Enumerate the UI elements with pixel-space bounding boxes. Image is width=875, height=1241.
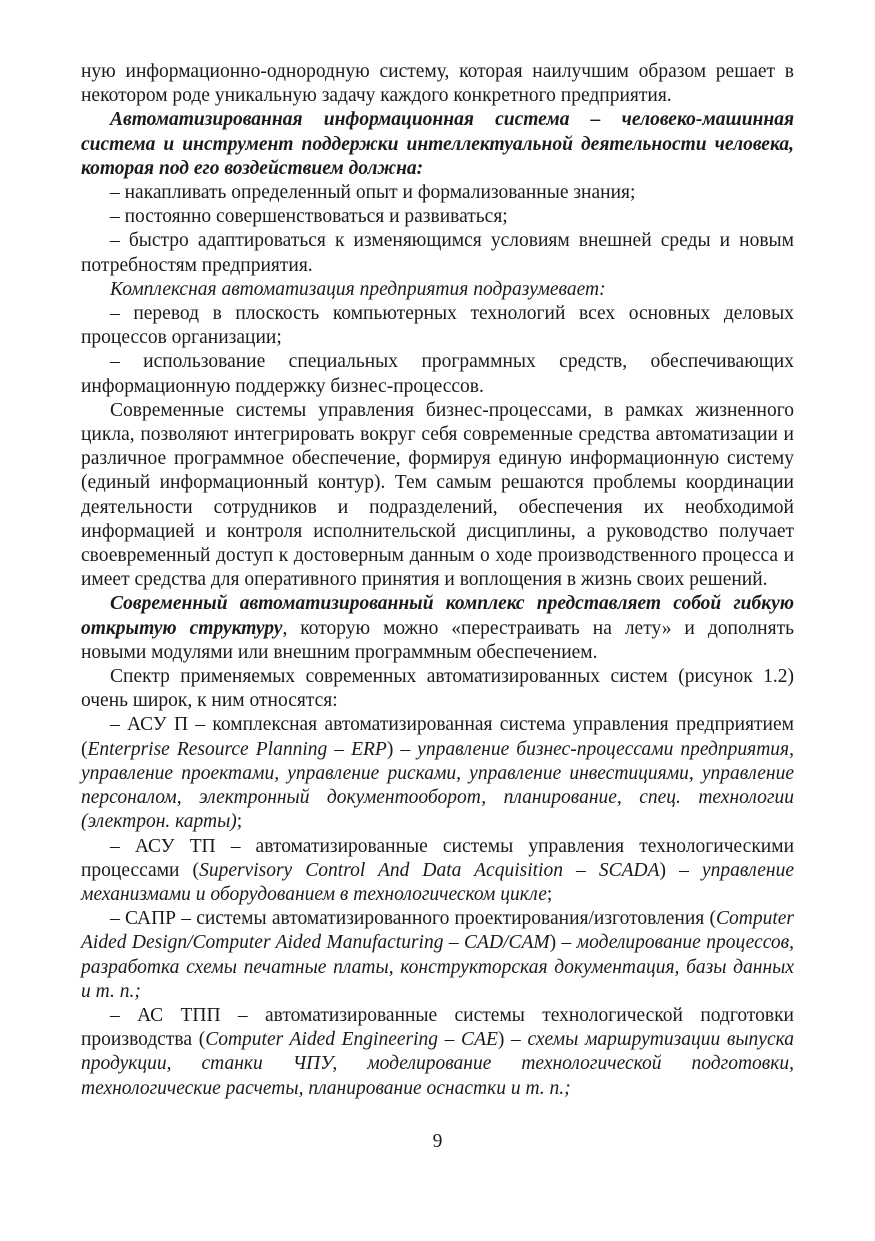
list-item-sapr <box>81 907 794 1004</box>
paragraph-continuation: ную информационно-однородную систему, которая наилучшим образом решает в некотором роде уникальную задачу каждого конкретного предприятия. <box>81 61 794 107</box>
body-text: ) – <box>386 738 418 760</box>
body-text: ) – <box>497 1029 528 1051</box>
list-item: – быстро адаптироваться к изменяющимся условиям внешней среды и новым потребностям предприятия. <box>81 230 794 276</box>
term-description: моделирование процессов, разработка схемы печатные платы, конструкторская документация, базы данных и т. п.; <box>81 932 794 1002</box>
list-item-asu-p <box>81 713 794 834</box>
body-text: ; <box>236 811 243 833</box>
list-item: – постоянно совершенствоваться и развиваться; <box>110 206 508 228</box>
list-item: – перевод в плоскость компьютерных технологий всех основных деловых процессов организации; <box>81 303 794 349</box>
list-item-as-tpp <box>81 1004 794 1101</box>
page-body <box>81 60 794 1101</box>
term-english: Computer Aided Design/Computer Aided Manufacturing – CAD/CAM <box>81 908 794 954</box>
paragraph-spectrum: Спектр применяемых современных автоматизированных систем (рисунок 1.2) очень широк, к ним относятся: <box>81 666 794 712</box>
page-number: 9 <box>432 1131 443 1152</box>
term-description: схемы маршрутизации выпуска продукции, станки ЧПУ, моделирование технологической подготовки, технологические расчеты, планирование оснастки и т. п.; <box>81 1029 794 1099</box>
definition-ais: Автоматизированная информационная система – человеко-машинная система и инструмент поддержки интеллектуальной деятельности человека, которая под его воздействием должна: <box>81 109 794 179</box>
term-english: Supervisory Control And Data Acquisition – SCADA <box>199 859 660 881</box>
term-description: управление бизнес-процессами предприятия, управление проектами, управление рисками, управление инвестициями, управление персоналом, электронный документооборот, планирование, спец. технологии (электрон. карты) <box>81 738 794 833</box>
list-item: – использование специальных программных средств, обеспечивающих информационную поддержку бизнес-процессов. <box>81 351 794 397</box>
body-text: ) – <box>549 932 577 954</box>
list-item-asu-tp <box>81 835 794 908</box>
term-description: управление механизмами и оборудованием в технологическом цикле <box>81 859 795 905</box>
body-text: – АС ТПП – автоматизированные системы технологической подготовки производства ( <box>81 1004 794 1051</box>
body-text: – АСУ ТП – автоматизированные системы управления технологическими процессами ( <box>81 835 794 881</box>
body-text: ; <box>546 883 553 905</box>
paragraph-modern-complex <box>81 592 794 665</box>
list-item: – накапливать определенный опыт и формализованные знания; <box>110 182 636 204</box>
body-text: , которую можно «перестраивать на лету» и дополнять новыми модулями или внешним программным обеспечением. <box>81 617 794 663</box>
body-text: – АСУ П – комплексная автоматизированная система управления предприятием ( <box>81 714 794 760</box>
term-english: Computer Aided Engineering – CAE <box>205 1029 498 1051</box>
emphasis-text: Современный автоматизированный комплекс представляет собой гибкую открытую структуру <box>81 593 794 639</box>
paragraph-bpm-systems: Современные системы управления бизнес-процессами, в рамках жизненного цикла, позволяют интегрировать вокруг себя современные средства автоматизации и различное программное обеспечение, формируя единую информационную систему (единый информационный контур). Тем самым решаются проблемы координации деятельности сотрудников и подразделений, обеспечения их необходимой информацией и контроля исполнительской дисциплины, а руководство получает своевременный доступ к достоверным данным о ходе производственного процесса и имеет средства для оперативного принятия и воплощения в жизнь своих решений. <box>81 399 794 591</box>
body-text: – САПР – системы автоматизированного проектирования/изготовления ( <box>110 908 716 930</box>
term-english: Enterprise Resource Planning – ERP <box>87 738 387 760</box>
complex-automation-heading: Комплексная автоматизация предприятия подразумевает: <box>110 278 606 300</box>
body-text: ) – <box>659 859 702 881</box>
